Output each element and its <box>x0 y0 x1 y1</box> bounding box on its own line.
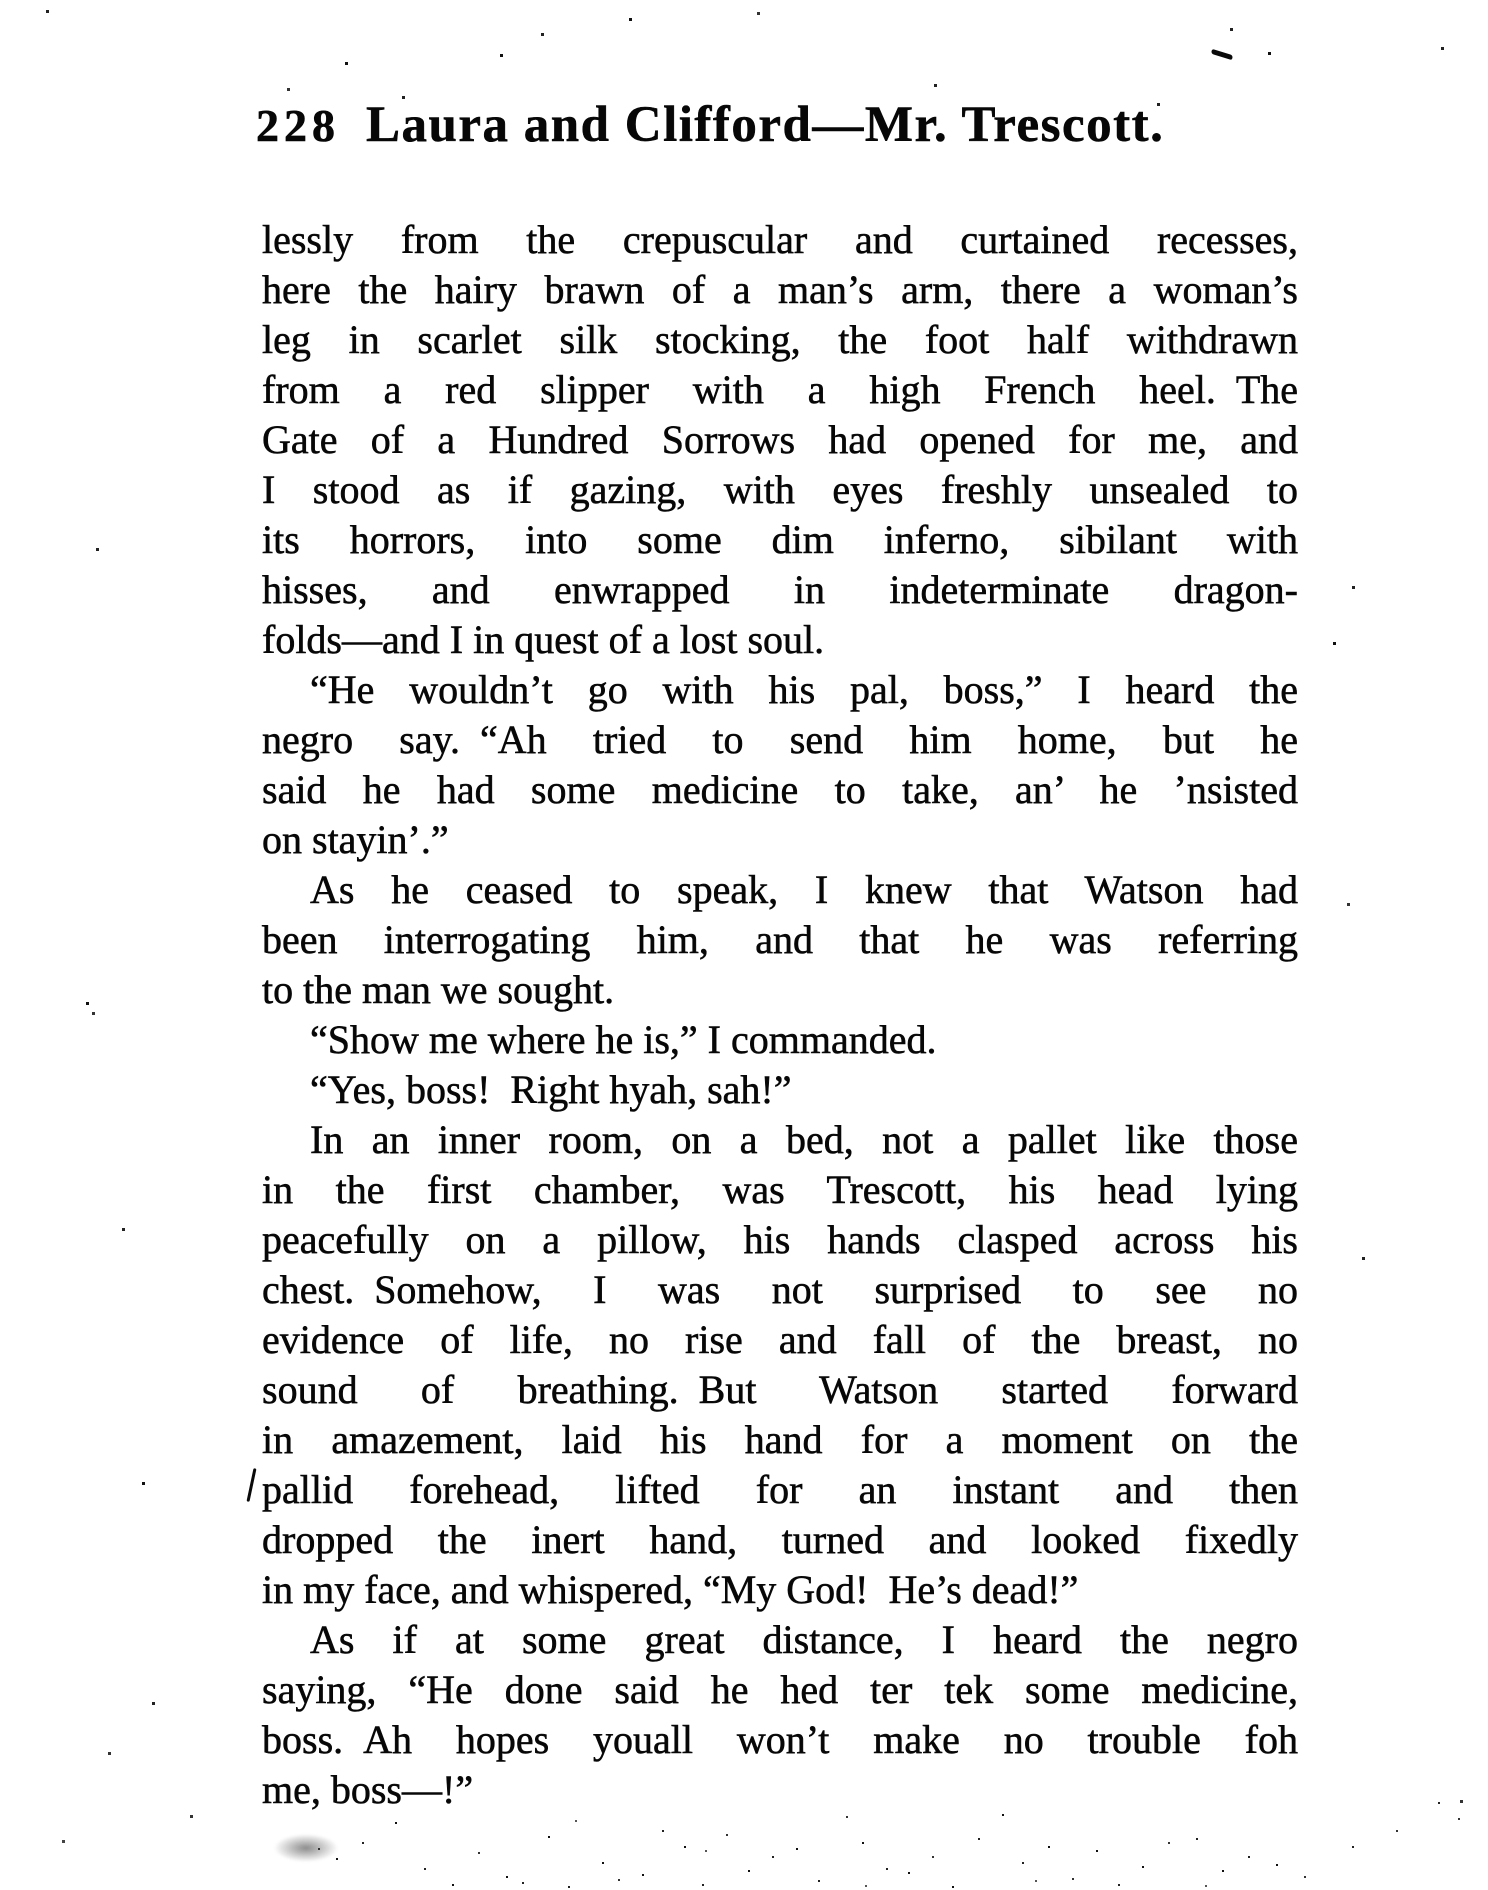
text-line: me, boss—!” <box>262 1767 474 1812</box>
text-line: leg in scarlet silk stocking, the foot half withdrawn <box>262 317 1298 362</box>
text-line: sound of breathing. But Watson started forward <box>262 1367 1298 1412</box>
scan-smudge <box>274 1834 338 1862</box>
text-line: lessly from the crepuscular and curtained recesses, <box>262 217 1298 262</box>
text-line: its horrors, into some dim inferno, sibilant with <box>262 517 1298 562</box>
text-line: pallid forehead, lifted for an instant and then <box>262 1467 1298 1512</box>
text-line: folds—and I in quest of a lost soul. <box>262 617 825 662</box>
text-line: chest. Somehow, I was not surprised to see no <box>262 1267 1298 1312</box>
text-line: “Yes, boss! Right hyah, sah!” <box>310 1067 792 1112</box>
text-line: Gate of a Hundred Sorrows had opened for me, and <box>262 417 1298 462</box>
text-line: In an inner room, on a bed, not a pallet like those <box>310 1117 1298 1162</box>
running-title: Laura and Clifford—Mr. Trescott. <box>366 97 1165 153</box>
scan-noise-bottom <box>0 0 2 2</box>
text-line: hisses, and enwrapped in indeterminate dragon- <box>262 567 1298 612</box>
pen-tick-mark <box>1211 49 1234 60</box>
text-line: As he ceased to speak, I knew that Watson had <box>310 867 1298 912</box>
text-line: in the first chamber, was Trescott, his head lying <box>262 1167 1298 1212</box>
text-line: saying, “He done said he hed ter tek some medicine, <box>262 1667 1298 1712</box>
text-line: been interrogating him, and that he was referring <box>262 917 1298 962</box>
running-header <box>256 96 1164 154</box>
text-line: said he had some medicine to take, an’ he ’nsisted <box>262 767 1298 812</box>
body-text <box>262 215 1298 1815</box>
text-line: “He wouldn’t go with his pal, boss,” I heard the <box>310 667 1298 712</box>
text-line: As if at some great distance, I heard the negro <box>310 1617 1298 1662</box>
text-line: from a red slipper with a high French heel. The <box>262 367 1298 412</box>
text-line: on stayin’.” <box>262 817 449 862</box>
text-line: here the hairy brawn of a man’s arm, there a woman’s <box>262 267 1298 312</box>
text-line: in amazement, laid his hand for a moment on the <box>262 1417 1298 1462</box>
text-line: negro say. “Ah tried to send him home, but he <box>262 717 1298 762</box>
text-line: to the man we sought. <box>262 967 615 1012</box>
text-line: peacefully on a pillow, his hands clasped across his <box>262 1217 1298 1262</box>
text-line: evidence of life, no rise and fall of the breast, no <box>262 1317 1298 1362</box>
text-line: in my face, and whispered, “My God! He’s dead!” <box>262 1567 1079 1612</box>
text-line: “Show me where he is,” I commanded. <box>310 1017 937 1062</box>
margin-pen-stroke <box>246 1468 256 1502</box>
text-line: I stood as if gazing, with eyes freshly unsealed to <box>262 467 1298 512</box>
text-line: dropped the inert hand, turned and looked fixedly <box>262 1517 1298 1562</box>
page-number: 228 <box>256 100 340 151</box>
text-line: boss. Ah hopes youall won’t make no trouble foh <box>262 1717 1298 1762</box>
